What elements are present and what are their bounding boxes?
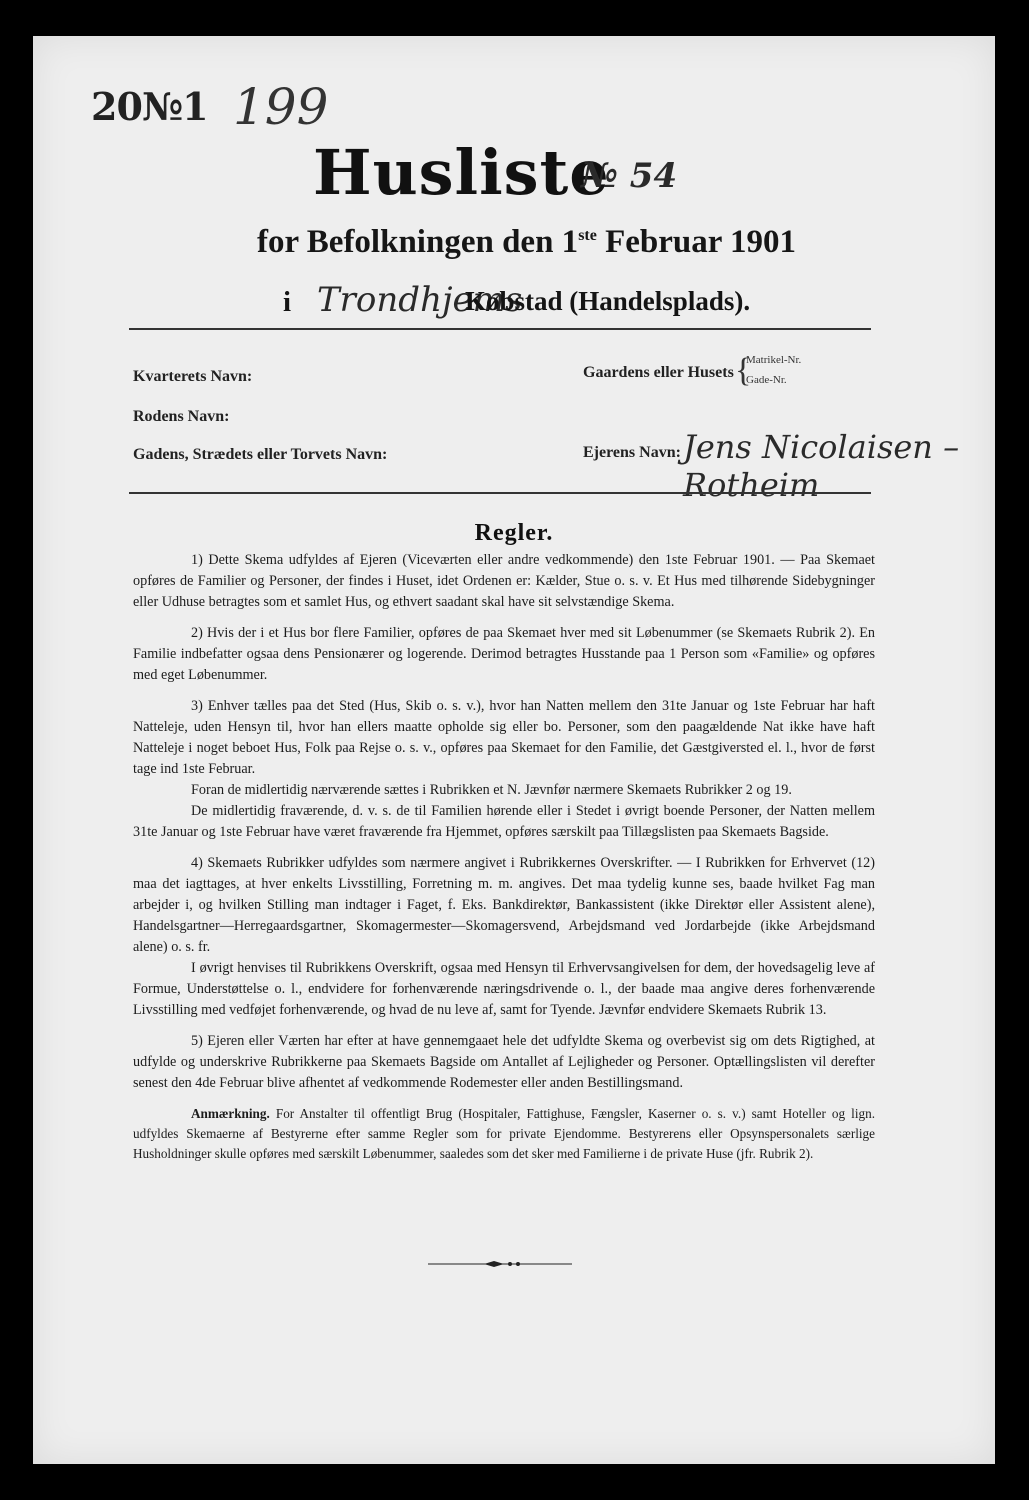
rule-5: 5) Ejeren eller Værten har efter at have gennemgaaet hele det udfyldte Skema og overbevist sig om dets Rigtighed, at udfylde og underskrive Rubrikkerne paa Skemaets Bagside om Antallet af Lejligheder og Personer. Optællingslisten vil derefter senest den 4de Februar blive afhentet af vedkommende Rodemester eller anden Bestillingsmand. xyxy=(133,1033,875,1091)
rule-3b: Foran de midlertidig nærværende sættes i Rubrikken et N. Jævnfør nærmere Skemaets Rubrikker 2 og 19. xyxy=(191,782,792,798)
census-sheet xyxy=(33,36,995,1464)
rule-2: 2) Hvis der i et Hus bor flere Familier, opføres de paa Skemaet hver med sit Løbenummer (se Skemaets Rubrik 2). En Familie indbefatter ogsaa dens Pensionærer og logerende. Derimod betragtes Husstande paa 1 Person som «Familie» og opføres med eget Løbenummer. xyxy=(133,625,875,683)
rule-4b: I øvrigt henvises til Rubrikkens Overskrift, ogsaa med Hensyn til Erhvervsangivelsen for dem, der hovedsagelig leve af Formue, Understøttelse o. l., endvidere for forhenværende næringsdrivende o. l., der baade maa angive deres forhenværende Livsstilling med vedføjet forhenværende, og hvad de nu leve af, samt for Tyende. Jævnfør endvidere Skemaets Rubrik 13. xyxy=(133,960,875,1018)
rule-3c: De midlertidig fraværende, d. v. s. de til Familien hørende eller i Stedet i øvrigt boende Personer, der Natten mellem 31te Januar og 1ste Februar have været fraværende fra Hjemmet, opføres særskilt paa Tillægslisten paa Skemaets Bagside. xyxy=(133,803,875,840)
gade-nr-label: Gade-Nr. xyxy=(746,374,787,386)
line3-prefix: i xyxy=(283,286,292,318)
gaardens-husets-label: Gaardens eller Husets xyxy=(583,364,734,381)
bottom-divider xyxy=(129,492,871,494)
handwritten-reference: 199 xyxy=(233,78,329,136)
house-list-number: № 54 xyxy=(581,156,678,196)
rules-body xyxy=(133,550,875,1174)
brace-icon: { xyxy=(735,352,752,389)
annotation-text: For Anstalter til offentligt Brug (Hospitaler, Fattighuse, Fængsler, Kaserner o. s. v.) samt Hoteller og lign. udfyldes Skemaerne af Bestyrerne efter samme Regler som for private Ejendomme. Bestyrerens eller Opsynspersonalets særlige Husholdninger skulle opføres med særskilt Løbenummer, saaledes som det sker med Familierne i de private Huse (jfr. Rubrik 2). xyxy=(133,1106,875,1161)
kvarterets-navn-label: Kvarterets Navn: xyxy=(133,368,253,385)
rule-1: 1) Dette Skema udfyldes af Ejeren (Viceværten eller andre vedkommende) den 1ste Februar 1901. — Paa Skemaet opføres de Familier og Personer, der findes i Huset, idet Ordenen er: Kælder, Stue o. s. v. Et Hus med tilhørende Sidebygninger eller Udhuse betragtes som et samlet Hus, og ethvert saadant skal have sit selvstændige Skema. xyxy=(133,552,875,610)
page-title: Husliste xyxy=(313,136,610,209)
rule-4: 4) Skemaets Rubrikker udfyldes som nærmere angivet i Rubrikkernes Overskrifter. — I Rubrikken for Erhvervet (12) maa det iagttages, at hver enkelts Livsstilling, Forretning m. m. angives. Det maa tydelig kunne ses, baade hvilket Fag man arbejder i, og hvilken Stilling man indtager i Faget, f. Eks. Bankdirektør, Bankassistent (ikke Direktør eller Assistent alene), Handelsgartner—Herregaardsgartner, Skomagermester—Skomagersvend, Arbejdsmand ved Jordarbejde (ikke Arbejdsmand alene) o. s. fr. xyxy=(133,855,875,955)
ejerens-navn-label: Ejerens Navn: xyxy=(583,444,681,461)
handwritten-owner: Jens Nicolaisen – Rotheim xyxy=(683,428,960,504)
gadens-navn-label: Gadens, Strædets eller Torvets Navn: xyxy=(133,446,388,463)
kobstad-label: Købstad (Handelsplads). xyxy=(465,286,751,316)
annotation-label: Anmærkning. xyxy=(191,1106,270,1121)
rules-heading: Regler. xyxy=(474,520,554,546)
rule-3: 3) Enhver tælles paa det Sted (Hus, Skib o. s. v.), hvor han Natten mellem den 31te Januar og 1ste Februar har haft Natteleje, uden Hensyn til, hvor han ellers maatte opholde sig eller bo. Personer, som den paagældende Nat ikke have haft Natteleje i noget beboet Hus, Folk paa Rejse o. s. v., opføres paa Skemaet for den Familie, det Gæstgiversted el. l., hvor de først tage ind 1ste Februar. xyxy=(133,698,875,777)
rodens-navn-label: Rodens Navn: xyxy=(133,408,230,425)
subtitle: for Befolkningen den 1ste Februar 1901 xyxy=(257,224,797,260)
annotation xyxy=(133,1104,875,1164)
matrikel-nr-label: Matrikel-Nr. xyxy=(746,354,802,366)
ornament-icon xyxy=(428,1258,572,1270)
top-divider xyxy=(129,328,871,330)
reference-number: 20№1 xyxy=(91,84,208,129)
handwritten-town: Trondhjems xyxy=(317,280,523,320)
